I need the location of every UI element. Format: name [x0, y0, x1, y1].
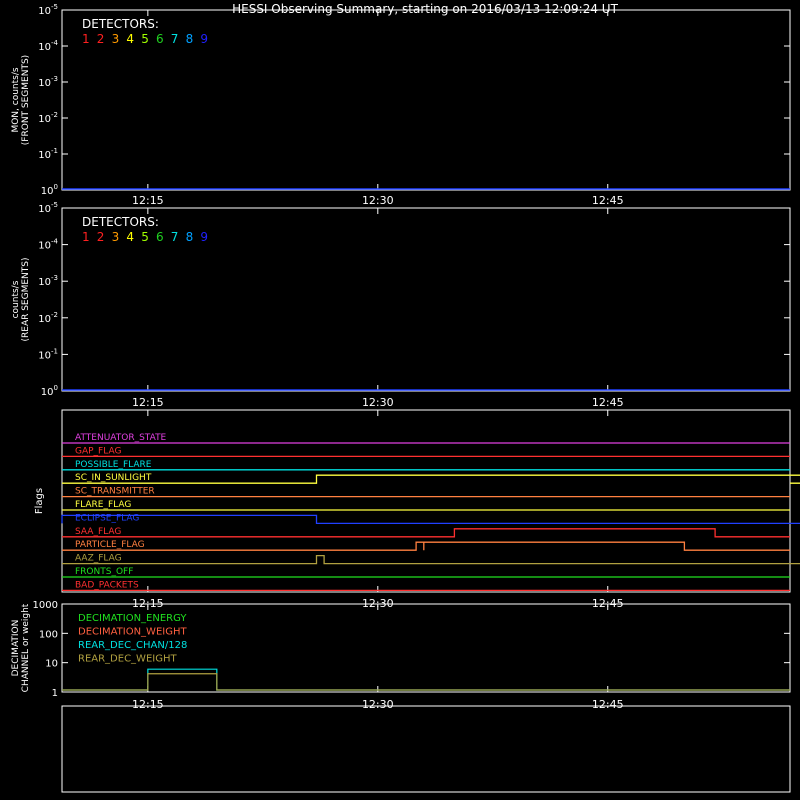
rear-legend-title: DETECTORS:	[82, 215, 159, 229]
rear-xlabel-0: 12:15	[131, 396, 164, 409]
flag-line-7	[62, 526, 790, 537]
front-ytick-label-0: $10^0$	[40, 183, 58, 197]
decimation-ytick-label-1: 10	[45, 658, 58, 670]
front-legend-det-9: 9	[200, 32, 209, 46]
decimation-legend-1: DECIMATION_WEIGHT	[78, 626, 187, 638]
rear-legend-det-1: 1	[82, 230, 90, 244]
flags-xlabel-1: 12:30	[361, 597, 394, 610]
rear-legend-det-9: 9	[200, 230, 209, 244]
rear-legend-det-2: 2	[96, 230, 105, 244]
rear-legend-det-8: 8	[185, 230, 194, 244]
front-legend-det-5: 5	[141, 32, 149, 46]
flag-label-3: SC_IN_SUNLIGHT	[75, 473, 152, 484]
front-ytick-label-3: $10^{-3}$	[38, 75, 58, 89]
rear-ylabel-line-1: (REAR SEGMENTS)	[21, 257, 31, 342]
decimation-ylabel-line-0: DECIMATION	[11, 619, 21, 677]
rear-xlabel-2: 12:45	[591, 396, 624, 409]
rear-legend-det-4: 4	[126, 230, 135, 244]
flags-frame	[62, 410, 790, 592]
front-legend-det-4: 4	[126, 32, 135, 46]
flag-label-6: ECLIPSE_FLAG	[75, 513, 140, 524]
front-legend-det-2: 2	[96, 32, 105, 46]
rear-ytick-label-1: $10^{-1}$	[38, 347, 58, 362]
front-legend-det-7: 7	[170, 32, 179, 46]
flag-label-5: FLARE_FLAG	[75, 500, 132, 510]
decimation-xlabel-0: 12:15	[131, 698, 164, 711]
flag-label-2: POSSIBLE_FLARE	[75, 459, 152, 470]
flag-line-3	[62, 475, 800, 483]
decimation-ytick-label-0: 1	[51, 688, 58, 699]
rear-ytick-label-4: $10^{-4}$	[38, 237, 58, 252]
front-ytick-label-2: $10^{-2}$	[38, 111, 58, 125]
decimation-ytick-label-3: 1000	[32, 600, 58, 611]
decimation-legend-0: DECIMATION_ENERGY	[78, 613, 187, 624]
decimation-xlabel-1: 12:30	[361, 698, 394, 711]
decimation-legend-3: REAR_DEC_WEIGHT	[78, 653, 177, 665]
rear-ytick-label-0: $10^0$	[40, 384, 58, 398]
flag-label-4: SC_TRANSMITTER	[75, 486, 155, 497]
front-ytick-label-4: $10^{-4}$	[38, 39, 58, 53]
flag-label-11: BAD_PACKETS	[75, 580, 139, 591]
flags-xlabel-0: 12:15	[131, 597, 164, 610]
livetime-frame	[62, 706, 790, 792]
decimation-legend-2: REAR_DEC_CHAN/128	[78, 640, 188, 651]
rear-legend-det-6: 6	[156, 230, 164, 244]
front-legend-det-8: 8	[185, 32, 194, 46]
flag-label-9: AAZ_FLAG	[75, 553, 122, 564]
flags-xlabel-2: 12:45	[591, 597, 624, 610]
front-ylabel-line-1: (FRONT SEGMENTS)	[21, 54, 31, 146]
front-xlabel-1: 12:30	[361, 194, 394, 207]
decimation-ylabel-line-1: CHANNEL or weight	[21, 603, 31, 693]
front-ylabel-line-0: MON, counts/s	[11, 67, 21, 133]
front-ytick-label-1: $10^{-1}$	[38, 147, 58, 161]
front-ylabel	[11, 55, 31, 145]
rear-ytick-label-5: $10^{-5}$	[38, 201, 58, 215]
flag-line-6	[62, 515, 800, 523]
rear-legend-det-5: 5	[141, 230, 149, 244]
rear-ytick-label-2: $10^{-2}$	[38, 310, 58, 325]
rear-ylabel	[11, 257, 31, 341]
decimation-series-1	[62, 674, 790, 690]
flag-label-10: FRONTS_OFF	[75, 567, 134, 577]
rear-xlabel-1: 12:30	[361, 396, 394, 409]
flag-label-7: SAA_FLAG	[75, 526, 122, 537]
rear-ylabel-line-0: counts/s	[11, 280, 21, 319]
rear-legend-det-7: 7	[170, 230, 179, 244]
front-xlabel-2: 12:45	[591, 194, 624, 207]
decimation-xlabel-2: 12:45	[591, 698, 624, 711]
front-xlabel-0: 12:15	[131, 194, 164, 207]
flag-label-1: GAP_FLAG	[75, 446, 122, 457]
chart-title: HESSI Observing Summary, starting on 2016/03/13 12:09:24 UT	[232, 2, 618, 16]
decimation-ytick-label-2: 100	[38, 629, 58, 641]
front-legend-det-1: 1	[82, 32, 90, 46]
front-legend-title: DETECTORS:	[82, 17, 159, 31]
flag-line-9	[62, 553, 800, 564]
flags-ylabel: Flags	[34, 487, 45, 515]
flag-label-8: PARTICLE_FLAG	[75, 540, 145, 551]
flag-label-0: ATTENUATOR_STATE	[75, 433, 167, 443]
front-ytick-label-5: $10^{-5}$	[38, 3, 58, 17]
front-legend-det-6: 6	[156, 32, 164, 46]
flag-line-8	[62, 542, 790, 550]
rear-ytick-label-3: $10^{-3}$	[38, 274, 58, 289]
rear-legend-det-3: 3	[111, 230, 120, 244]
front-legend-det-3: 3	[111, 32, 120, 46]
decimation-series-0	[62, 669, 790, 690]
decimation-ylabel	[11, 603, 31, 692]
